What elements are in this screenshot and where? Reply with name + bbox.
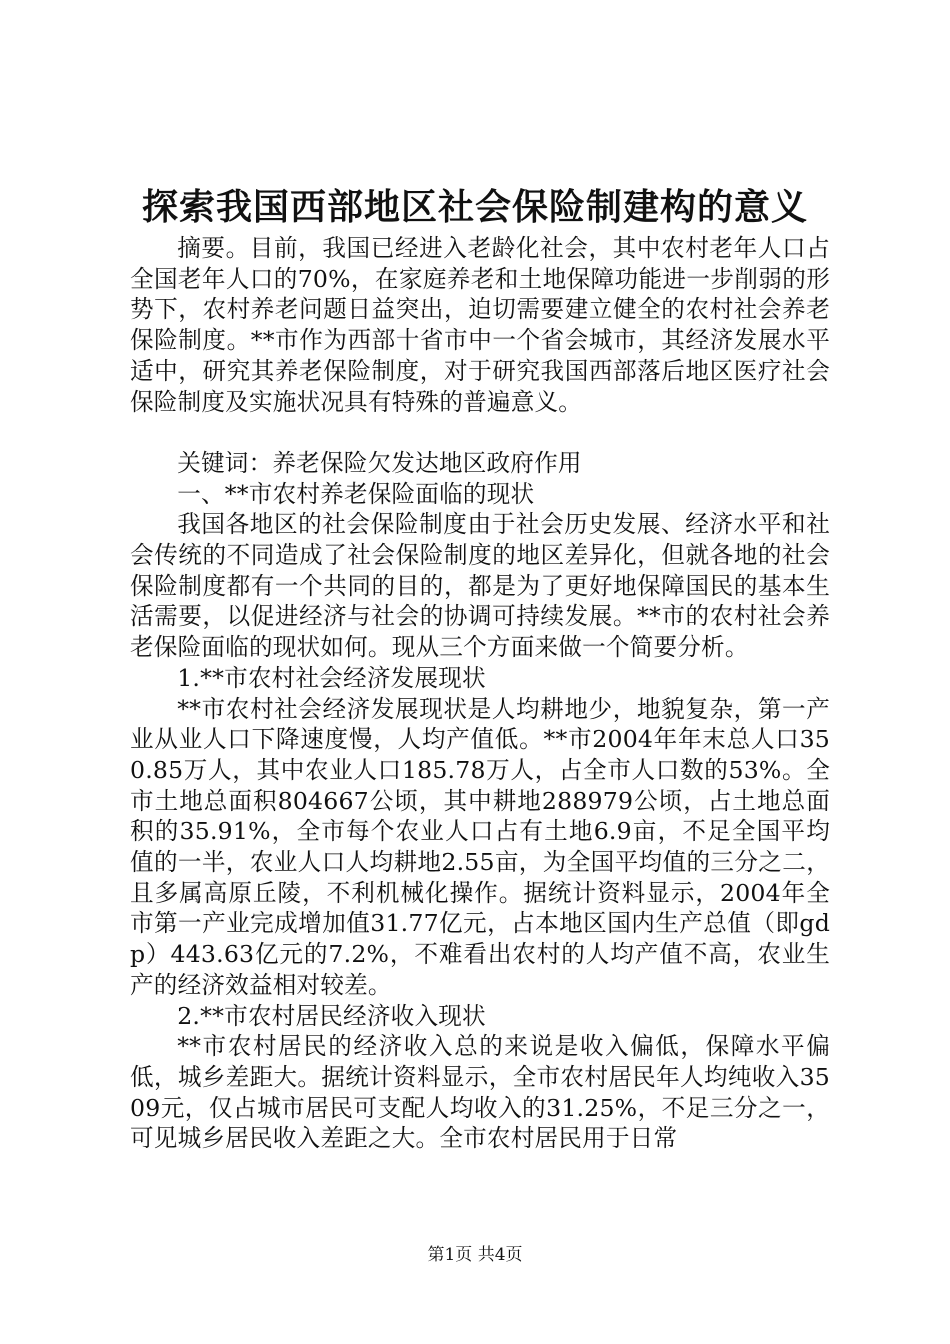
document-body xyxy=(130,233,830,1154)
page-number-footer: 第1页 共4页 xyxy=(427,1245,523,1265)
keywords-line: 关键词：养老保险欠发达地区政府作用 xyxy=(177,448,582,477)
body-paragraph: 我国各地区的社会保险制度由于社会历史发展、经济水平和社会传统的不同造成了社会保险制度的地区差异化，但就各地的社会保险制度都有一个共同的目的，都是为了更好地保障国民的基本生活需要，以促进经济与社会的协调可持续发展。**市的农村社会养老保险面临的现状如何。现从三个方面来做一个简要分析。 xyxy=(130,510,830,662)
paragraph-spacer xyxy=(130,417,830,448)
body-paragraph: **市农村社会经济发展现状是人均耕地少，地貌复杂，第一产业从业人口下降速度慢，人均产值低。**市2004年年末总人口350.85万人，其中农业人口185.78万人，占全市人口数的53%。全市土地总面积804667公顷，其中耕地288979公顷，占土地总面积的35.91%，全市每个农业人口占有土地6.9亩，不足全国平均值的一半，农业人口人均耕地2.55亩，为全国平均值的三分之二，且多属高原丘陵，不利机械化操作。据统计资料显示，2004年全市第一产业完成增加值31.77亿元，占本地区国内生产总值（即gdp）443.63亿元的7.2%，不难看出农村的人均产值不高，农业生产的经济效益相对较差。 xyxy=(130,694,830,999)
abstract-paragraph: 摘要。目前，我国已经进入老龄化社会，其中农村老年人口占全国老年人口的70%，在家庭养老和土地保障功能进一步削弱的形势下，农村养老问题日益突出，迫切需要建立健全的农村社会养老保险制度。**市作为西部十省市中一个省会城市，其经济发展水平适中，研究其养老保险制度，对于研究我国西部落后地区医疗社会保险制度及实施状况具有特殊的普遍意义。 xyxy=(130,234,830,416)
document-title: 探索我国西部地区社会保险制建构的意义 xyxy=(141,186,808,228)
subsection-heading: 1.**市农村社会经济发展现状 xyxy=(177,663,486,692)
subsection-heading: 2.**市农村居民经济收入现状 xyxy=(177,1001,486,1030)
body-paragraph: **市农村居民的经济收入总的来说是收入偏低，保障水平偏低，城乡差距大。据统计资料显示，全市农村居民年人均纯收入3509元，仅占城市居民可支配人均收入的31.25%，不足三分之一，可见城乡居民收入差距之大。全市农村居民用于日常 xyxy=(130,1032,830,1153)
section-heading: 一、**市农村养老保险面临的现状 xyxy=(177,479,535,508)
